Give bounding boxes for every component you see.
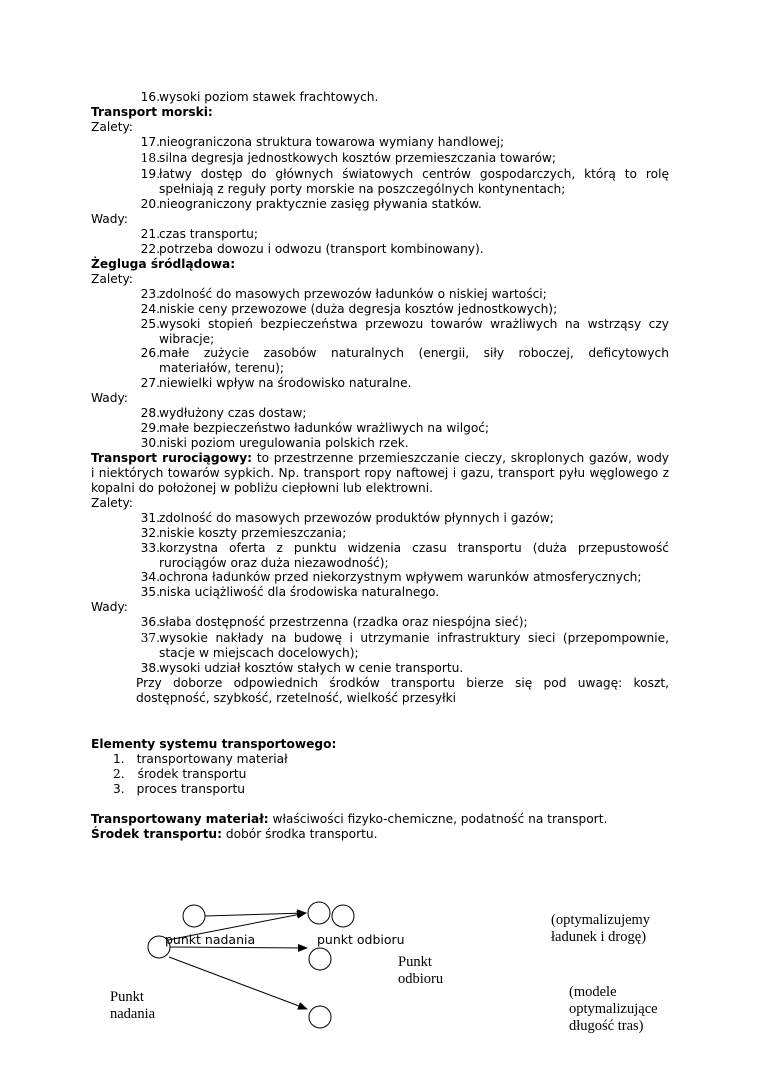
list-item: 21. czas transportu;: [140, 227, 258, 241]
wady-label: Wady:: [91, 600, 128, 614]
list-item: 33. korzystna oferta z punktu widzenia czasu transportu (duża przepustowość rurociągów oraz duża niezawodność);: [140, 541, 669, 570]
list-item: 1. transportowany materiał: [113, 752, 288, 766]
list-item: 34. ochrona ładunków przed niekorzystnym wpływem warunków atmosferycznych;: [140, 570, 642, 584]
list-item: 22. potrzeba dowozu i odwozu (transport kombinowany).: [140, 242, 484, 256]
label-punkt-nadania-small: punkt nadania: [165, 932, 256, 947]
list-item: 17. nieograniczona struktura towarowa wymiany handlowej;: [140, 135, 505, 149]
node-circle: [309, 1006, 331, 1028]
list-item: 2. środek transportu: [113, 767, 247, 781]
list-item: 19. łatwy dostęp do głównych światowych centrów gospodarczych, którą to rolę spełniają z reguły porty morskie na poszczególnych kontynentach;: [140, 167, 669, 196]
list-item: 28. wydłużony czas dostaw;: [140, 406, 307, 420]
list-item: 27. niewielki wpływ na środowisko naturalne.: [140, 376, 412, 390]
zalety-label: Zalety:: [91, 120, 133, 134]
list-item: 23. zdolność do masowych przewozów ładunków o niskiej wartości;: [140, 287, 547, 301]
list-item: 20. nieograniczony praktycznie zasięg pływania statków.: [140, 197, 482, 211]
list-item: 36. słaba dostępność przestrzenna (rzadka oraz niespójna sieć);: [140, 615, 528, 629]
list-item: 3. proces transportu: [113, 782, 246, 796]
wady-label: Wady:: [91, 391, 128, 405]
section-title-rurociagowy: Transport rurociągowy:: [91, 451, 253, 465]
note-modele: (modele optymalizujące długość tras): [569, 984, 658, 1034]
definition-line: Transportowany materiał: właściwości fizyko-chemiczne, podatność na transport.: [91, 812, 608, 826]
section-title-morski: Transport morski:: [91, 105, 213, 119]
list-item: 29. małe bezpieczeństwo ładunków wrażliwych na wilgoć;: [140, 421, 490, 435]
list-item: 25. wysoki stopień bezpieczeństwa przewozu towarów wrażliwych na wstrząsy czy wibracje;: [140, 317, 669, 346]
node-circle: [183, 905, 205, 927]
note-paragraph: Przy doborze odpowiednich środków transportu bierze się pod uwagę: koszt, dostępność, szybkość, rzetelność, wielkość przesyłki: [136, 676, 669, 705]
label-punkt-odbioru-small: punkt odbioru: [317, 932, 405, 947]
section-title-zegluga: Żegluga śródlądowa:: [91, 257, 236, 271]
list-item: 18. silna degresja jednostkowych kosztów przemieszczania towarów;: [140, 151, 556, 165]
list-item: 24. niskie ceny przewozowe (duża degresja kosztów jednostkowych);: [140, 302, 558, 316]
list-item: 16. wysoki poziom stawek frachtowych.: [140, 90, 379, 104]
arrow: [170, 947, 307, 948]
label-punkt-odbioru: Punkt odbioru: [398, 954, 444, 987]
list-item: 26. małe zużycie zasobów naturalnych (energii, siły roboczej, deficytowych materiałów, terenu);: [140, 346, 669, 375]
note-optymalizujemy: (optymalizujemy ładunek i drogę): [551, 912, 651, 945]
list-item: 38. wysoki udział kosztów stałych w cenie transportu.: [140, 661, 464, 675]
node-circle: [308, 902, 330, 924]
zalety-label: Zalety:: [91, 272, 133, 286]
rurociagowy-paragraph: [91, 451, 669, 496]
list-item: 32. niskie koszty przemieszczania;: [140, 526, 347, 540]
node-circle: [309, 948, 331, 970]
list-item: 30. niski poziom uregulowania polskich rzek.: [140, 436, 409, 450]
arrow: [169, 957, 307, 1009]
list-item: 35. niska uciążliwość dla środowiska naturalnego.: [140, 585, 440, 599]
rurociagowy-intro: to przestrzenne przemieszczanie cieczy, skroplonych gazów, wody i niektórych towarów sypkich. Np. transport ropy naftowej i gazu, transport pyłu węglowego z kopalni do położonej w pobliżu ciepłowni lub elektrowni.: [91, 451, 670, 495]
list-item: 37. wysokie nakłady na budowę i utrzymanie infrastruktury sieci (przepompownie, stacje w miejscach docelowych);: [140, 631, 669, 660]
definition-line: Środek transportu: dobór środka transportu.: [91, 827, 378, 841]
list-item: 31. zdolność do masowych przewozów produktów płynnych i gazów;: [140, 511, 554, 525]
wady-label: Wady:: [91, 212, 128, 226]
label-punkt-nadania: Punkt nadania: [110, 989, 156, 1022]
zalety-label: Zalety:: [91, 496, 133, 510]
node-circle: [332, 905, 354, 927]
section-title-elementy: Elementy systemu transportowego:: [91, 737, 337, 751]
